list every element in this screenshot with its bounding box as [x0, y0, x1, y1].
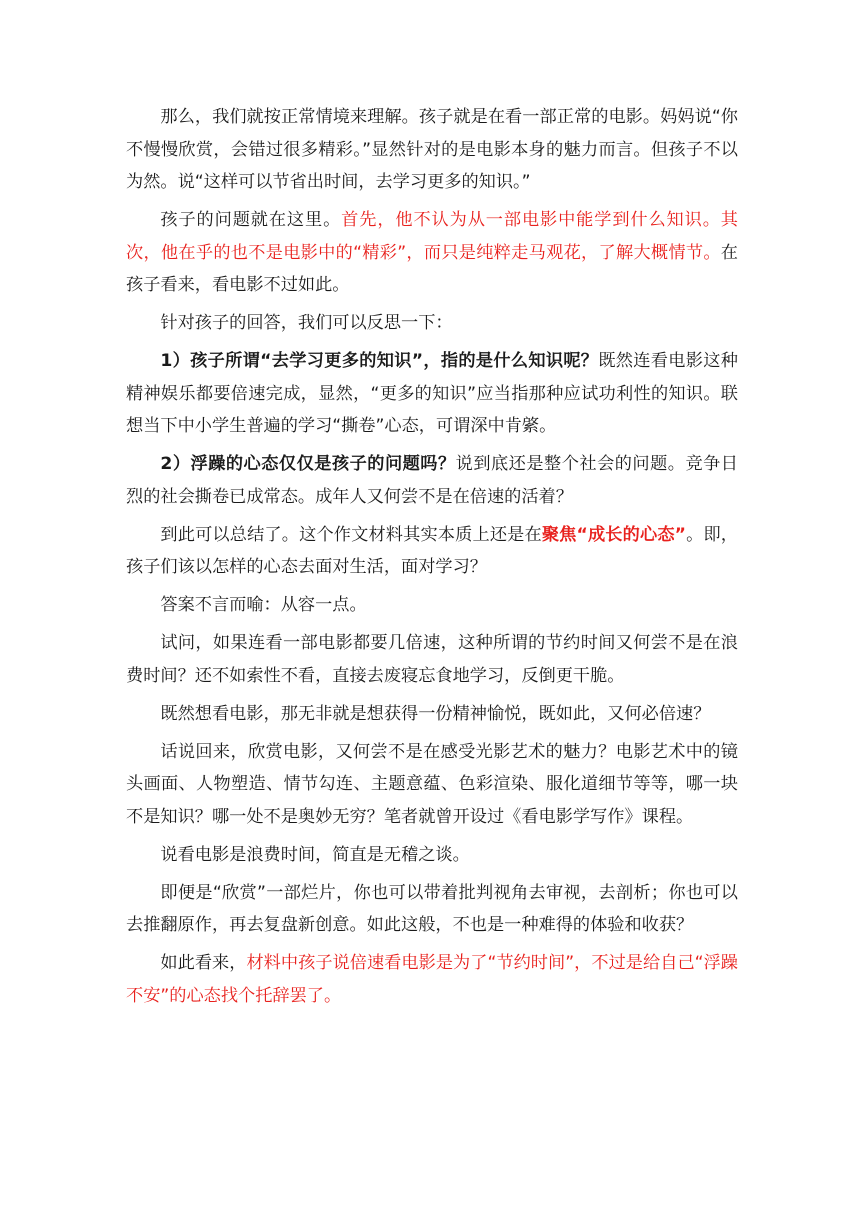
text-segment: 既然想看电影，那无非就是想获得一份精神愉悦，既如此，又何必倍速？	[160, 703, 711, 724]
emphasis-segment: 1）孩子所谓“去学习更多的知识”，指的是什么知识呢？	[160, 351, 599, 371]
paragraph	[126, 345, 738, 443]
text-segment: 孩子的问题就在这里。	[160, 210, 342, 230]
paragraph	[126, 101, 738, 199]
document-page	[126, 101, 738, 1018]
paragraph	[126, 839, 738, 872]
text-segment: 那么，我们就按正常情境来理解。孩子就是在看一部正常的电影。妈妈说“你不慢慢欣赏，会错过很多精彩。”显然针对的是电影本身的魅力而言。但孩子不以为然。说“这样可以节省出时间，去学习更多的知识。”	[126, 107, 738, 192]
text-segment: 。即，孩子们该以怎样的心态去面对生活，面对学习？	[126, 524, 738, 577]
paragraph	[126, 448, 738, 513]
text-segment: 说到底还是整个社会的问题。竞争日烈的社会撕卷已成常态。成年人又何尝不是在倍速的活着？	[126, 454, 738, 507]
paragraph	[126, 204, 738, 302]
emphasis-segment: 首先，他不认为从一部电影中能学到什么知识。其次，他在乎的也不是电影中的“精彩”，而只是纯粹走马观花，了解大概情节。	[126, 210, 738, 263]
text-segment: 在孩子看来，看电影不过如此。	[126, 242, 738, 295]
paragraph	[126, 877, 738, 942]
paragraph	[126, 627, 738, 692]
paragraph	[126, 736, 738, 834]
text-segment: 说看电影是浪费时间，简直是无稽之谈。	[160, 844, 470, 865]
text-segment: 如此看来，	[160, 953, 247, 973]
paragraph	[126, 307, 738, 340]
text-segment: 试问，如果连看一部电影都要几倍速，这种所谓的节约时间又何尝不是在浪费时间？还不如索性不看，直接去废寝忘食地学习，反倒更干脆。	[126, 633, 738, 686]
emphasis-segment: 材料中孩子说倍速看电影是为了“节约时间”，不过是给自己“浮躁不安”的心态找个托辞罢了。	[126, 953, 738, 1006]
paragraph	[126, 947, 738, 1012]
text-segment: 话说回来，欣赏电影，又何尝不是在感受光影艺术的魅力？电影艺术中的镜头画面、人物塑造、情节勾连、主题意蕴、色彩渲染、服化道细节等等，哪一块不是知识？哪一处不是奥妙无穷？笔者就曾开设过《看电影学写作》课程。	[126, 741, 738, 827]
text-segment: 答案不言而喻：从容一点。	[160, 595, 367, 615]
text-segment: 到此可以总结了。这个作文材料其实本质上还是在	[160, 524, 542, 545]
text-segment: 既然连看电影这种精神娱乐都要倍速完成，显然，“更多的知识”应当指那种应试功利性的知识。联想当下中小学生普遍的学习“撕卷”心态，可谓深中肯綮。	[126, 351, 738, 436]
paragraph	[126, 519, 738, 584]
emphasis-segment: 聚焦“成长的心态”	[541, 524, 686, 545]
text-segment: 针对孩子的回答，我们可以反思一下：	[160, 313, 453, 333]
paragraph	[126, 589, 738, 622]
text-segment: 即便是“欣赏”一部烂片，你也可以带着批判视角去审视，去剖析；你也可以去推翻原作，再去复盘新创意。如此这般，不也是一种难得的体验和收获？	[126, 882, 738, 935]
emphasis-segment: 2）浮躁的心态仅仅是孩子的问题吗？	[160, 454, 456, 474]
paragraph	[126, 698, 738, 731]
